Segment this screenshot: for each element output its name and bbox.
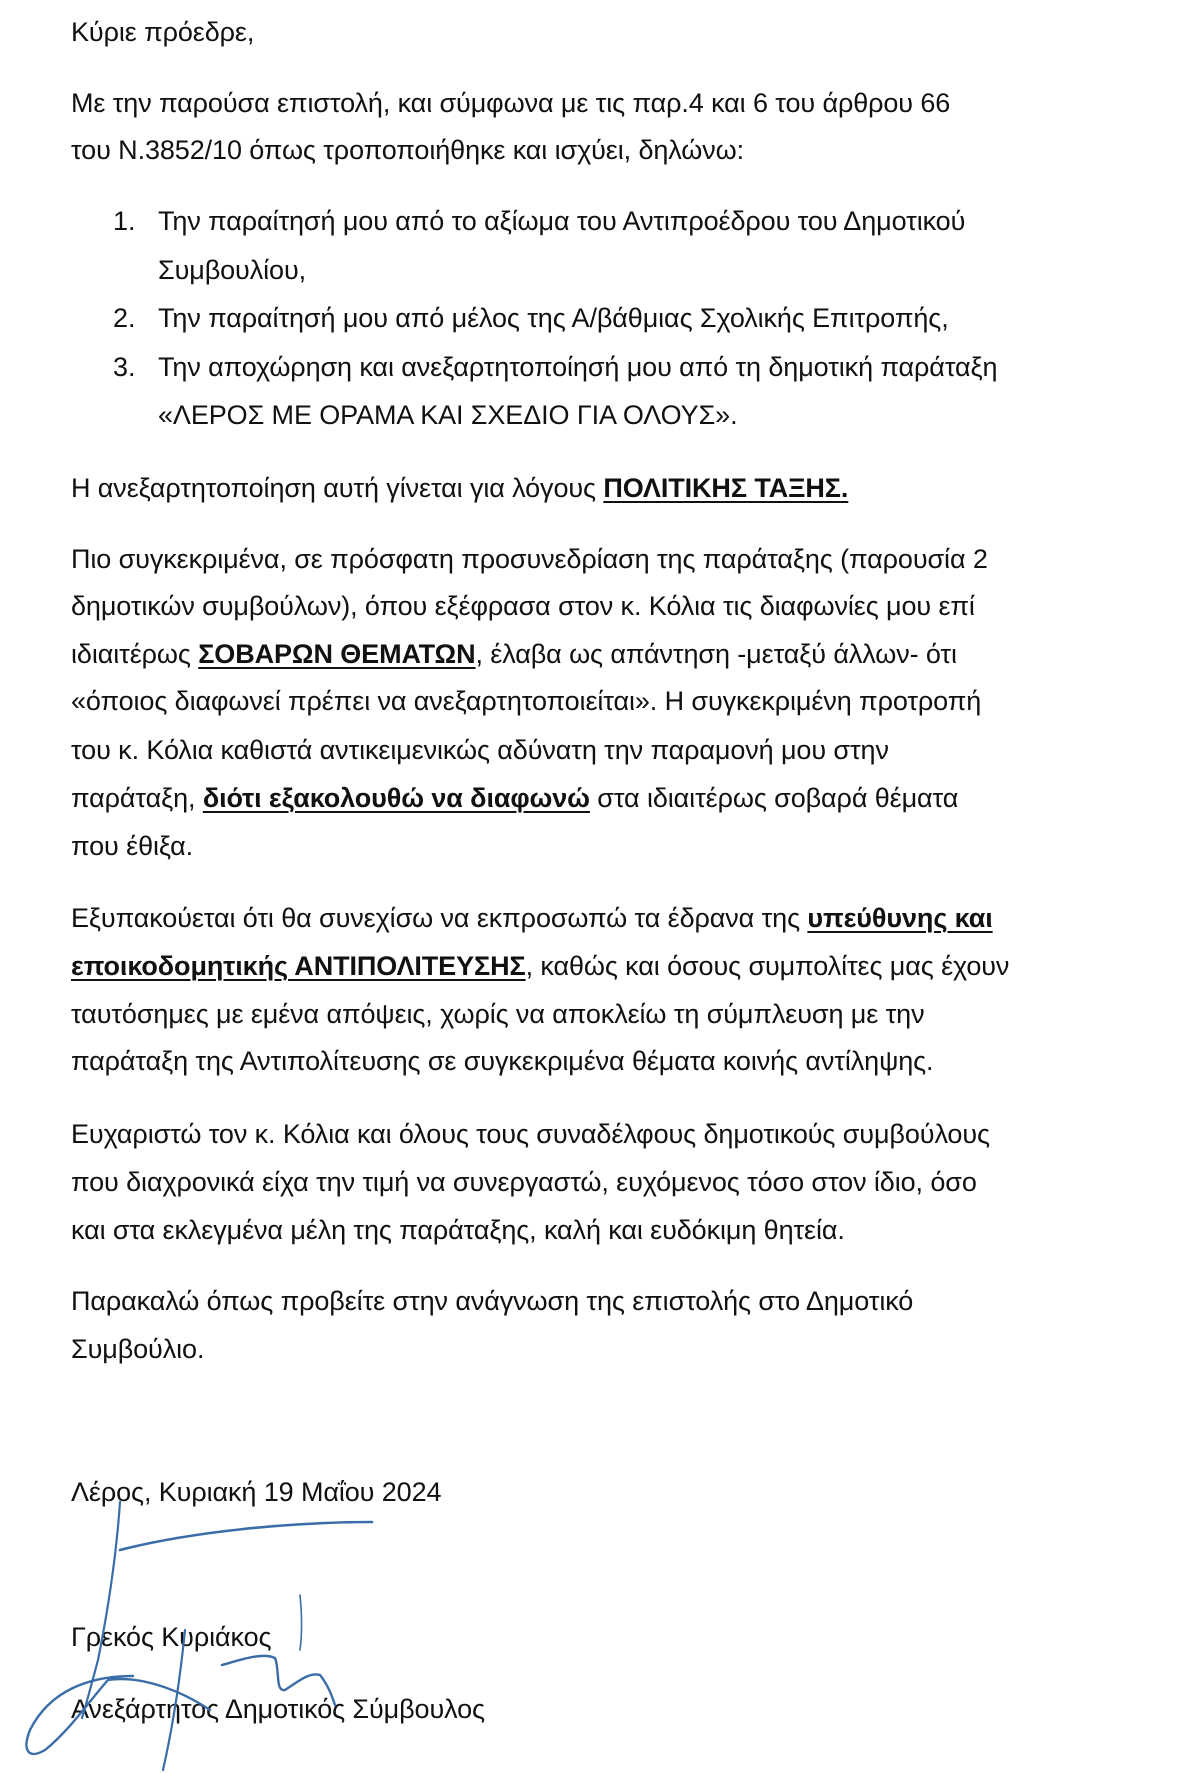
thanks-line: Ευχαριστώ τον κ. Κόλια και όλους τους συναδέλφους δημοτικούς συμβούλους xyxy=(71,1119,990,1149)
emphasis-opposition: εποικοδομητικής ΑΝΤΙΠΟΛΙΤΕΥΣΗΣ xyxy=(71,951,526,981)
details-line: Πιο συγκεκριμένα, σε πρόσφατη προσυνεδρίαση της παράταξης (παρουσία 2 xyxy=(71,544,988,574)
request-line: Παρακαλώ όπως προβείτε στην ανάγνωση της επιστολής στο Δημοτικό xyxy=(71,1286,914,1316)
details-line: «όποιος διαφωνεί πρέπει να ανεξαρτητοποιείται». Η συγκεκριμένη προτροπή xyxy=(71,686,982,716)
details-line: του κ. Κόλια καθιστά αντικειμενικώς αδύνατη την παραμονή μου στην xyxy=(71,735,889,765)
signature-stroke xyxy=(82,1502,120,1718)
thanks-line: και στα εκλεγμένα μέλη της παράταξης, καλή και ευδόκιμη θητεία. xyxy=(71,1215,845,1245)
emphasis-disagree: διότι εξακολουθώ να διαφωνώ xyxy=(202,783,590,813)
details-line: που έθιξα. xyxy=(71,831,194,861)
opposition-text: Εξυπακούεται ότι θα συνεχίσω να εκπροσωπώ τα έδρανα της xyxy=(71,903,808,933)
list-item-text: Την παραίτησή μου από μέλος της Α/βάθμιας Σχολικής Επιτροπής, xyxy=(158,303,949,333)
reason-text: Η ανεξαρτητοποίηση αυτή γίνεται για λόγους xyxy=(71,473,604,503)
details-text: παράταξη, xyxy=(71,783,203,813)
thanks-line: που διαχρονικά είχα την τιμή να συνεργαστώ, ευχόμενος τόσο στον ίδιο, όσο xyxy=(71,1167,977,1197)
list-item-text: Συμβουλίου, xyxy=(158,255,307,285)
intro-line-1: Με την παρούσα επιστολή, και σύμφωνα με τις παρ.4 και 6 του άρθρου 66 xyxy=(71,88,951,118)
opposition-line: ταυτόσημες με εμένα απόψεις, χωρίς να αποκλείω τη σύμπλευση με την xyxy=(71,999,925,1029)
opposition-line: παράταξη της Αντιπολίτευσης σε συγκεκριμένα θέματα κοινής αντίληψης. xyxy=(71,1046,934,1076)
reason-emphasis: ΠΟΛΙΤΙΚΗΣ ΤΑΞΗΣ. xyxy=(603,473,849,503)
list-item-text: Την αποχώρηση και ανεξαρτητοποίησή μου από τη δημοτική παράταξη xyxy=(158,352,998,382)
list-item-text: Την παραίτησή μου από το αξίωμα του Αντιπροέδρου του Δημοτικού xyxy=(158,206,966,236)
signer-title: Ανεξάρτητος Δημοτικός Σύμβουλος xyxy=(71,1694,485,1724)
signer-name: Γρεκός Κυριάκος xyxy=(71,1622,272,1652)
opposition-text: , καθώς και όσους συμπολίτες μας έχουν xyxy=(525,951,1010,981)
list-number: 3. xyxy=(113,352,136,382)
details-text: ιδιαιτέρως xyxy=(71,639,199,669)
opposition-line xyxy=(71,949,1009,983)
emphasis-responsible: υπεύθυνης και xyxy=(807,903,993,933)
request-line: Συμβούλιο. xyxy=(71,1334,205,1364)
list-number: 2. xyxy=(113,303,136,333)
opposition-line xyxy=(71,901,993,935)
place-date: Λέρος, Κυριακή 19 Μαΐου 2024 xyxy=(71,1477,442,1507)
emphasis-serious-issues: ΣΟΒΑΡΩΝ ΘΕΜΑΤΩΝ xyxy=(198,639,476,669)
reason-paragraph xyxy=(71,471,848,505)
list-item-text: «ΛΕΡΟΣ ΜΕ ΟΡΑΜΑ ΚΑΙ ΣΧΕΔΙΟ ΓΙΑ ΟΛΟΥΣ». xyxy=(158,400,738,430)
details-text: , έλαβα ως απάντηση -μεταξύ άλλων- ότι xyxy=(475,639,957,669)
details-line xyxy=(71,637,957,671)
intro-line-2: του Ν.3852/10 όπως τροποποιήθηκε και ισχύει, δηλώνω: xyxy=(71,135,745,165)
signature-stroke xyxy=(300,1595,302,1650)
details-text: στα ιδιαιτέρως σοβαρά θέματα xyxy=(589,783,959,813)
details-line xyxy=(71,781,958,815)
list-number: 1. xyxy=(113,206,136,236)
signature-stroke xyxy=(120,1522,372,1550)
details-line: δημοτικών συμβούλων), όπου εξέφρασα στον κ. Κόλια τις διαφωνίες μου επί xyxy=(71,591,975,621)
salutation: Κύριε πρόεδρε, xyxy=(71,17,255,47)
